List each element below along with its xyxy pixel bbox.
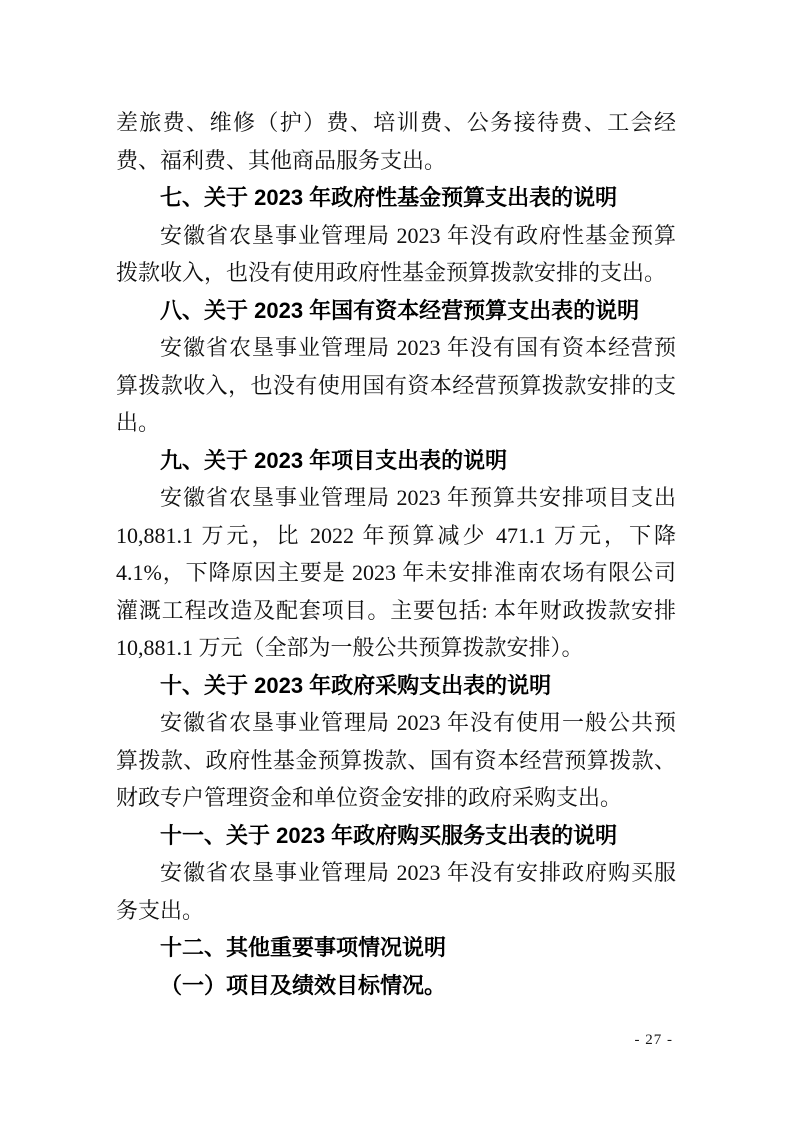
- page-number: - 27 -: [634, 1032, 673, 1048]
- body-paragraph-project-expenditure: 安徽省农垦事业管理局 2023 年预算共安排项目支出 10,881.1 万元，比 2022 年预算减少 471.1 万元，下降 4.1%，下降原因主要是 2023 年未安排淮南农场有限公司灌溉工程改造及配套项目。主要包括: 本年财政拨款安排 10,881.1 万元（全部为一般公共预算拨款安排）。: [116, 485, 676, 660]
- section-heading-7: 七、关于 2023 年政府性基金预算支出表的说明: [160, 185, 618, 210]
- body-paragraph-state-capital-budget: 安徽省农垦事业管理局 2023 年没有国有资本经营预算拨款收入，也没有使用国有资本经营预算拨款安排的支出。: [116, 335, 676, 435]
- body-paragraph-gov-purchased-services: 安徽省农垦事业管理局 2023 年没有安排政府购买服务支出。: [116, 860, 676, 923]
- section-heading-10: 十、关于 2023 年政府采购支出表的说明: [160, 672, 552, 698]
- body-paragraph-continuation: 差旅费、维修（护）费、培训费、公务接待费、工会经费、福利费、其他商品服务支出。: [116, 110, 676, 173]
- body-paragraph-gov-procurement: 安徽省农垦事业管理局 2023 年没有使用一般公共预算拨款、政府性基金预算拨款、国有资本经营预算拨款、财政专户管理资金和单位资金安排的政府采购支出。: [116, 710, 676, 810]
- body-paragraph-gov-fund-budget: 安徽省农垦事业管理局 2023 年没有政府性基金预算拨款收入，也没有使用政府性基金预算拨款安排的支出。: [116, 222, 676, 285]
- section-heading-11: 十一、关于 2023 年政府购买服务支出表的说明: [160, 822, 618, 848]
- section-heading-9: 九、关于 2023 年项目支出表的说明: [160, 447, 508, 473]
- subsection-heading-project-performance: （一）项目及绩效目标情况。: [160, 972, 447, 998]
- section-heading-12: 十二、其他重要事项情况说明: [160, 935, 447, 960]
- document-body: [116, 104, 676, 1004]
- section-heading-8: 八、关于 2023 年国有资本经营预算支出表的说明: [160, 297, 640, 323]
